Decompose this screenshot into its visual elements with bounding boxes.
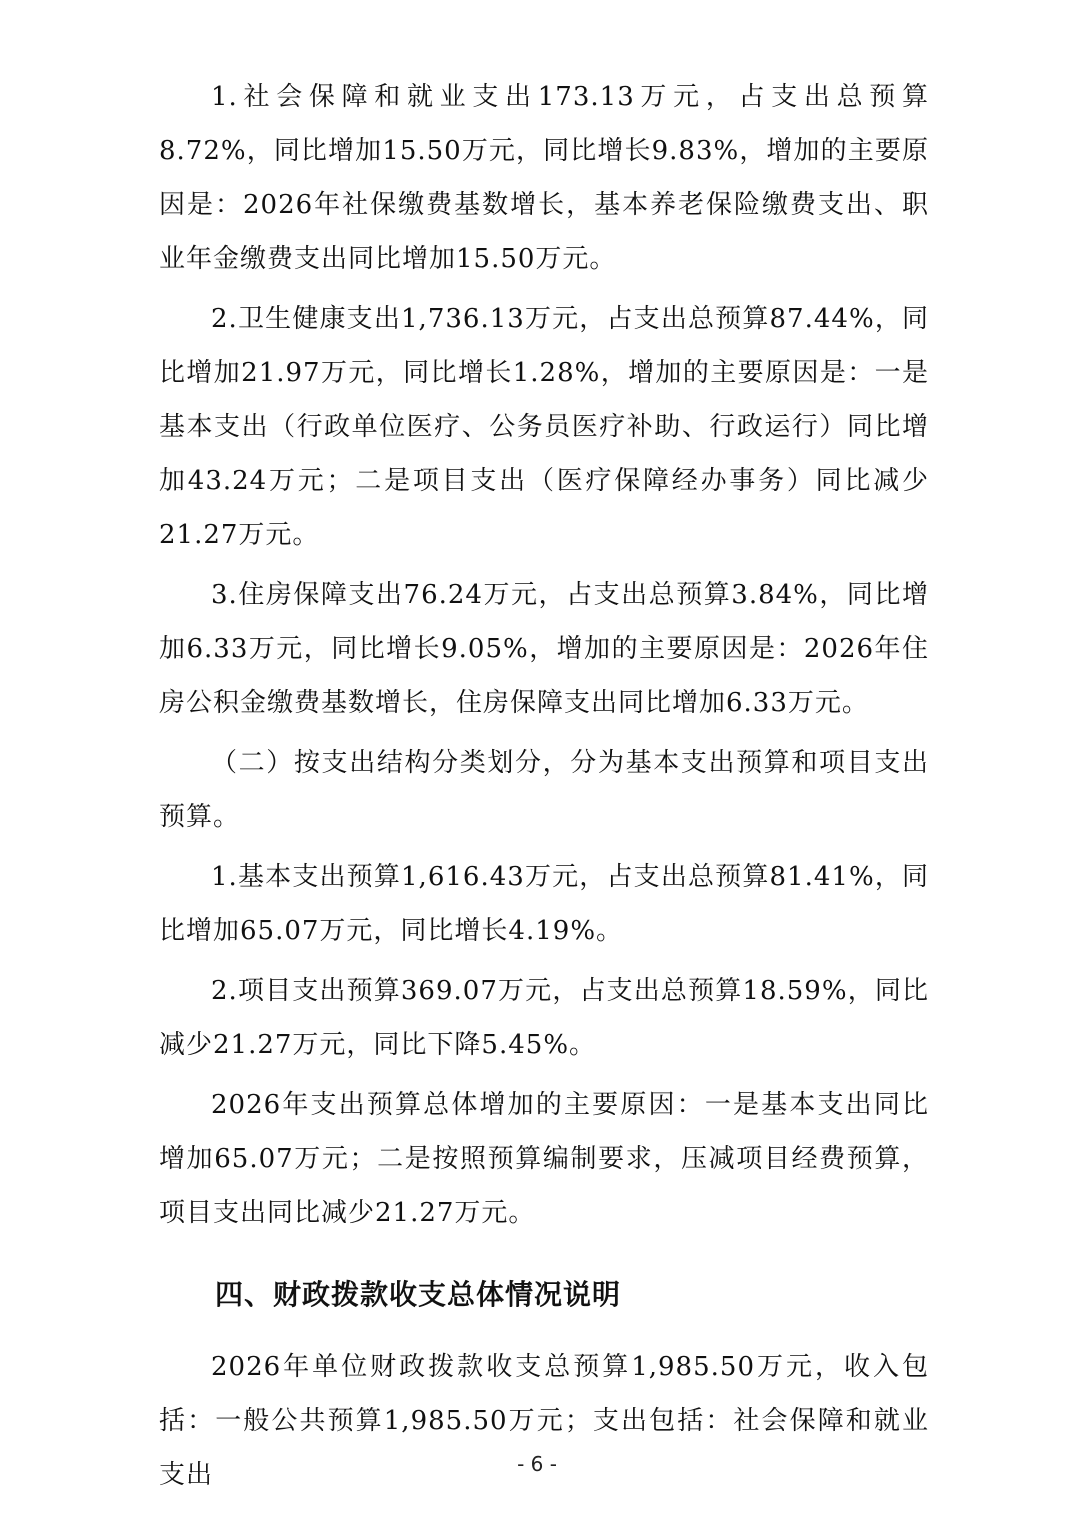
paragraph-fiscal-appropriation: 2026年单位财政拨款收支总预算1,985.50万元，收入包括：一般公共预算1,985.50万元；支出包括：社会保障和就业支出 [159,1352,929,1490]
paragraph-overall-reason: 2026年支出预算总体增加的主要原因：一是基本支出同比增加65.07万元；二是按照预算编制要求，压减项目经费预算，项目支出同比减少21.27万元。 [159,1090,929,1228]
paragraph-structure-classification: （二）按支出结构分类划分，分为基本支出预算和项目支出预算。 [159,748,929,832]
section-heading: 四、财政拨款收支总体情况说明 [215,1278,622,1311]
paragraph-basic-expenditure: 1.基本支出预算1,616.43万元，占支出总预算81.41%，同比增加65.07万元，同比增长4.19%。 [159,862,929,946]
paragraph-housing: 3.住房保障支出76.24万元，占支出总预算3.84%，同比增加6.33万元，同比增长9.05%，增加的主要原因是：2026年住房公积金缴费基数增长，住房保障支出同比增加6.33万元。 [159,580,929,718]
paragraph-social-security: 1.社会保障和就业支出173.13万元，占支出总预算8.72%，同比增加15.50万元，同比增长9.83%，增加的主要原因是：2026年社保缴费基数增长，基本养老保险缴费支出、职业年金缴费支出同比增加15.50万元。 [159,82,929,274]
paragraph-health: 2.卫生健康支出1,736.13万元，占支出总预算87.44%，同比增加21.97万元，同比增长1.28%，增加的主要原因是：一是基本支出（行政单位医疗、公务员医疗补助、行政运行）同比增加43.24万元；二是项目支出（医疗保障经办事务）同比减少21.27万元。 [159,304,929,550]
document-body [159,70,929,1502]
paragraph-project-expenditure: 2.项目支出预算369.07万元，占支出总预算18.59%，同比减少21.27万元，同比下降5.45%。 [159,976,929,1060]
page-number: - 6 - [517,1452,557,1476]
